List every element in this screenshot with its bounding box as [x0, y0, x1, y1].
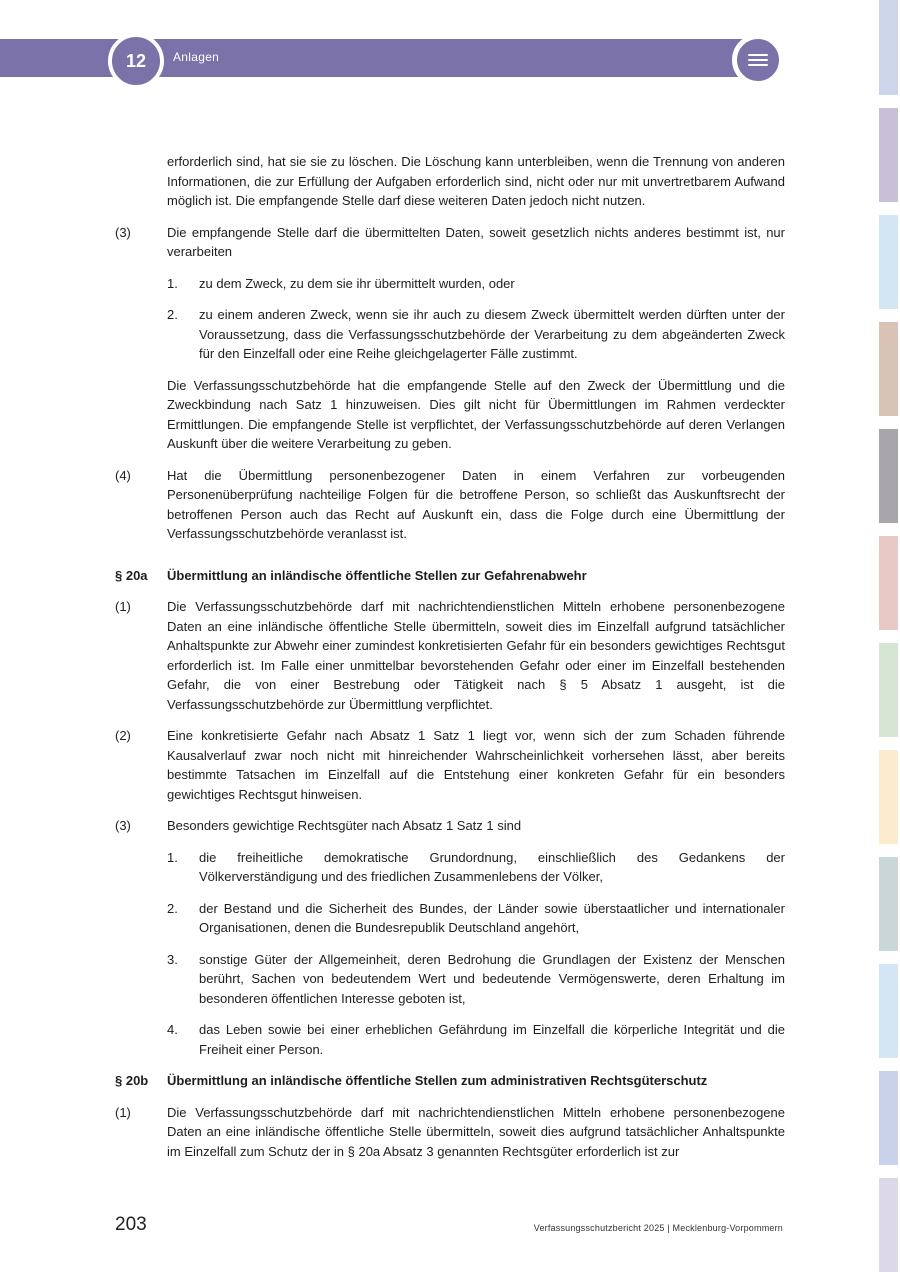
paragraph-number: (2)	[115, 728, 131, 743]
section-title: Übermittlung an inländische öffentliche Stellen zum administrativen Rechtsgüterschutz	[167, 1073, 708, 1088]
paragraph-2	[115, 726, 785, 804]
paragraph-text: Die Verfassungsschutzbehörde hat die empfangende Stelle auf den Zweck der Übermittlung und die Zweckbindung nach Satz 1 hinzuweisen. Dies gilt nicht für Übermittlungen im Rahmen verdeckter Ermittlungen. Die empfangende Stelle ist verpflichtet, der Verfassungsschutzbehörde auf deren Verlangen Auskunft über die weitere Verarbeitung zu geben.	[167, 377, 785, 451]
chapter-number-badge: 12	[108, 33, 164, 89]
document-body	[115, 152, 785, 1173]
paragraph-text: Die Verfassungsschutzbehörde darf mit nachrichtendienstlichen Mitteln erhobene personenbezogene Daten an eine inländische öffentliche Stelle übermitteln, soweit dies im Einzelfall aufgrund tatsächlicher Anhaltspunkte zur Abwehr einer zumindest konkretisierten Gefahr für ein besonders gewichtiges Rechtsgut erforderlich ist. Im Falle einer unmittelbar bevorstehenden Gefahr oder einer im Einzelfall bestehenden Gefahr, die von einer Bestrebung oder Tätigkeit nach § 5 Absatz 1 ausgeht, ist die Verfassungsschutzbehörde zur Übermittlung verpflichtet.	[167, 599, 785, 712]
list-item-text: zu einem anderen Zweck, wenn sie ihr auch zu diesem Zweck übermittelt werden dürften unter der Voraussetzung, dass die Verfassungsschutzbehörde der Verarbeitung zu dem abgeänderten Zweck für den Einzelfall oder eine Reihe gleichgelagerter Fälle zustimmt.	[199, 307, 785, 361]
section-heading-20b	[115, 1071, 785, 1091]
chapter-tab[interactable]	[879, 1178, 898, 1272]
list-item-number: 2.	[167, 307, 178, 322]
list-item-text: die freiheitliche demokratische Grundordnung, einschließlich des Gedankens der Völkerverständigung und des friedlichen Zusammenlebens der Völker,	[199, 849, 785, 884]
paragraph-3	[115, 223, 785, 262]
paragraph-text: Die empfangende Stelle darf die übermittelten Daten, soweit gesetzlich nichts anderes bestimmt ist, nur verarbeiten	[167, 224, 785, 259]
list-item-number: 3.	[167, 951, 178, 967]
list-item	[167, 305, 785, 364]
paragraph-continuation: erforderlich sind, hat sie sie zu löschen. Die Löschung kann unterbleiben, wenn die Trennung von anderen Informationen, die zur Erfüllung der Aufgaben erforderlich sind, nicht oder nur mit unvertretbarem Aufwand möglich ist. Die empfangende Stelle darf diese weiteren Daten jedoch nicht nutzen.	[167, 154, 785, 208]
paragraph-number: (4)	[115, 467, 131, 483]
list-item	[167, 848, 785, 887]
paragraph-text: Eine konkretisierte Gefahr nach Absatz 1 Satz 1 liegt vor, wenn sich der zum Schaden führende Kausalverlauf zwar noch nicht mit hinreichender Wahrscheinlichkeit vorhersehen lässt, aber bereits bestimmte Tatsachen im Einzelfall auf die Entstehung einer konkreten Gefahr für ein besonders gewichtiges Rechtsgut hinweisen.	[167, 728, 785, 802]
chapter-tab[interactable]	[879, 0, 898, 95]
list-item	[167, 1020, 785, 1059]
chapter-tab[interactable]	[879, 108, 898, 202]
list-item-text: zu dem Zweck, zu dem sie ihr übermittelt wurden, oder	[199, 275, 515, 291]
chapter-tab[interactable]	[879, 1071, 898, 1165]
list-item	[167, 950, 785, 1009]
paragraph-text: Besonders gewichtige Rechtsgüter nach Absatz 1 Satz 1 sind	[167, 818, 522, 833]
section-heading-20a	[115, 566, 785, 586]
paragraph-number: (1)	[115, 599, 131, 614]
paragraph-number: (3)	[115, 818, 131, 833]
chapter-title: Anlagen	[173, 50, 220, 64]
chapter-tab[interactable]	[879, 857, 898, 951]
section-number: § 20b	[115, 1073, 149, 1088]
list-item-text: das Leben sowie bei einer erheblichen Gefährdung im Einzelfall die körperliche Integrität und die Freiheit einer Person.	[199, 1022, 785, 1057]
chapter-tab[interactable]	[879, 322, 898, 416]
list-item-number: 2.	[167, 900, 178, 916]
paragraph-1	[115, 597, 785, 714]
list-item-number: 4.	[167, 1022, 178, 1037]
paragraph-4	[115, 466, 785, 544]
section-number: § 20a	[115, 567, 148, 583]
paragraph-text: Die Verfassungsschutzbehörde darf mit nachrichtendienstlichen Mitteln erhobene personenbezogene Daten an eine inländische öffentliche Stelle übermitteln, soweit dies aufgrund tatsächlicher Anhaltspunkte im Einzelfall zum Schutz der in § 20a Absatz 3 genannten Rechtsgüter erforderlich ist zur	[167, 1104, 785, 1159]
footer-publication-title: Verfassungsschutzbericht 2025 | Mecklenburg-Vorpommern	[533, 1223, 783, 1233]
list-item	[167, 274, 785, 294]
chapter-tab[interactable]	[879, 536, 898, 630]
list-item-number: 1.	[167, 849, 178, 865]
chapter-tab[interactable]	[879, 750, 898, 844]
paragraph-3	[115, 816, 785, 836]
list-item-number: 1.	[167, 275, 178, 291]
list-item-text: der Bestand und die Sicherheit des Bundes, der Länder sowie überstaatlicher und internationaler Organisationen, denen die Bundesrepublik Deutschland angehört,	[199, 900, 785, 935]
chapter-tab-strip	[879, 0, 900, 1272]
list-item-text: sonstige Güter der Allgemeinheit, deren Bedrohung die Grundlagen der Existenz der Menschen berührt, Sachen von bedeutendem Wert und bedeutende Vermögenswerte, deren Erhaltung im besonderen öffentlichen Interesse geboten ist,	[199, 951, 785, 1006]
chapter-tab[interactable]	[879, 215, 898, 309]
chapter-tab[interactable]	[879, 643, 898, 737]
chapter-tab[interactable]	[879, 964, 898, 1058]
list-item	[167, 899, 785, 938]
hamburger-menu-icon	[748, 53, 768, 67]
section-title: Übermittlung an inländische öffentliche Stellen zur Gefahrenabwehr	[167, 567, 587, 583]
paragraph-number: (3)	[115, 224, 131, 240]
page-number: 203	[115, 1214, 147, 1235]
menu-button[interactable]	[732, 34, 784, 86]
paragraph-1	[115, 1103, 785, 1162]
chapter-tab[interactable]	[879, 429, 898, 523]
paragraph-text: Hat die Übermittlung personenbezogener Daten in einem Verfahren zur vorbeugenden Personenüberprüfung nachteilige Folgen für die betroffene Person, so schließt das Auskunftsrecht der betroffenen Person auch das Recht auf Auskunft ein, dass die Folge durch eine Übermittlung der Verfassungsschutzbehörde veranlasst ist.	[167, 467, 785, 541]
paragraph-number: (1)	[115, 1104, 131, 1120]
